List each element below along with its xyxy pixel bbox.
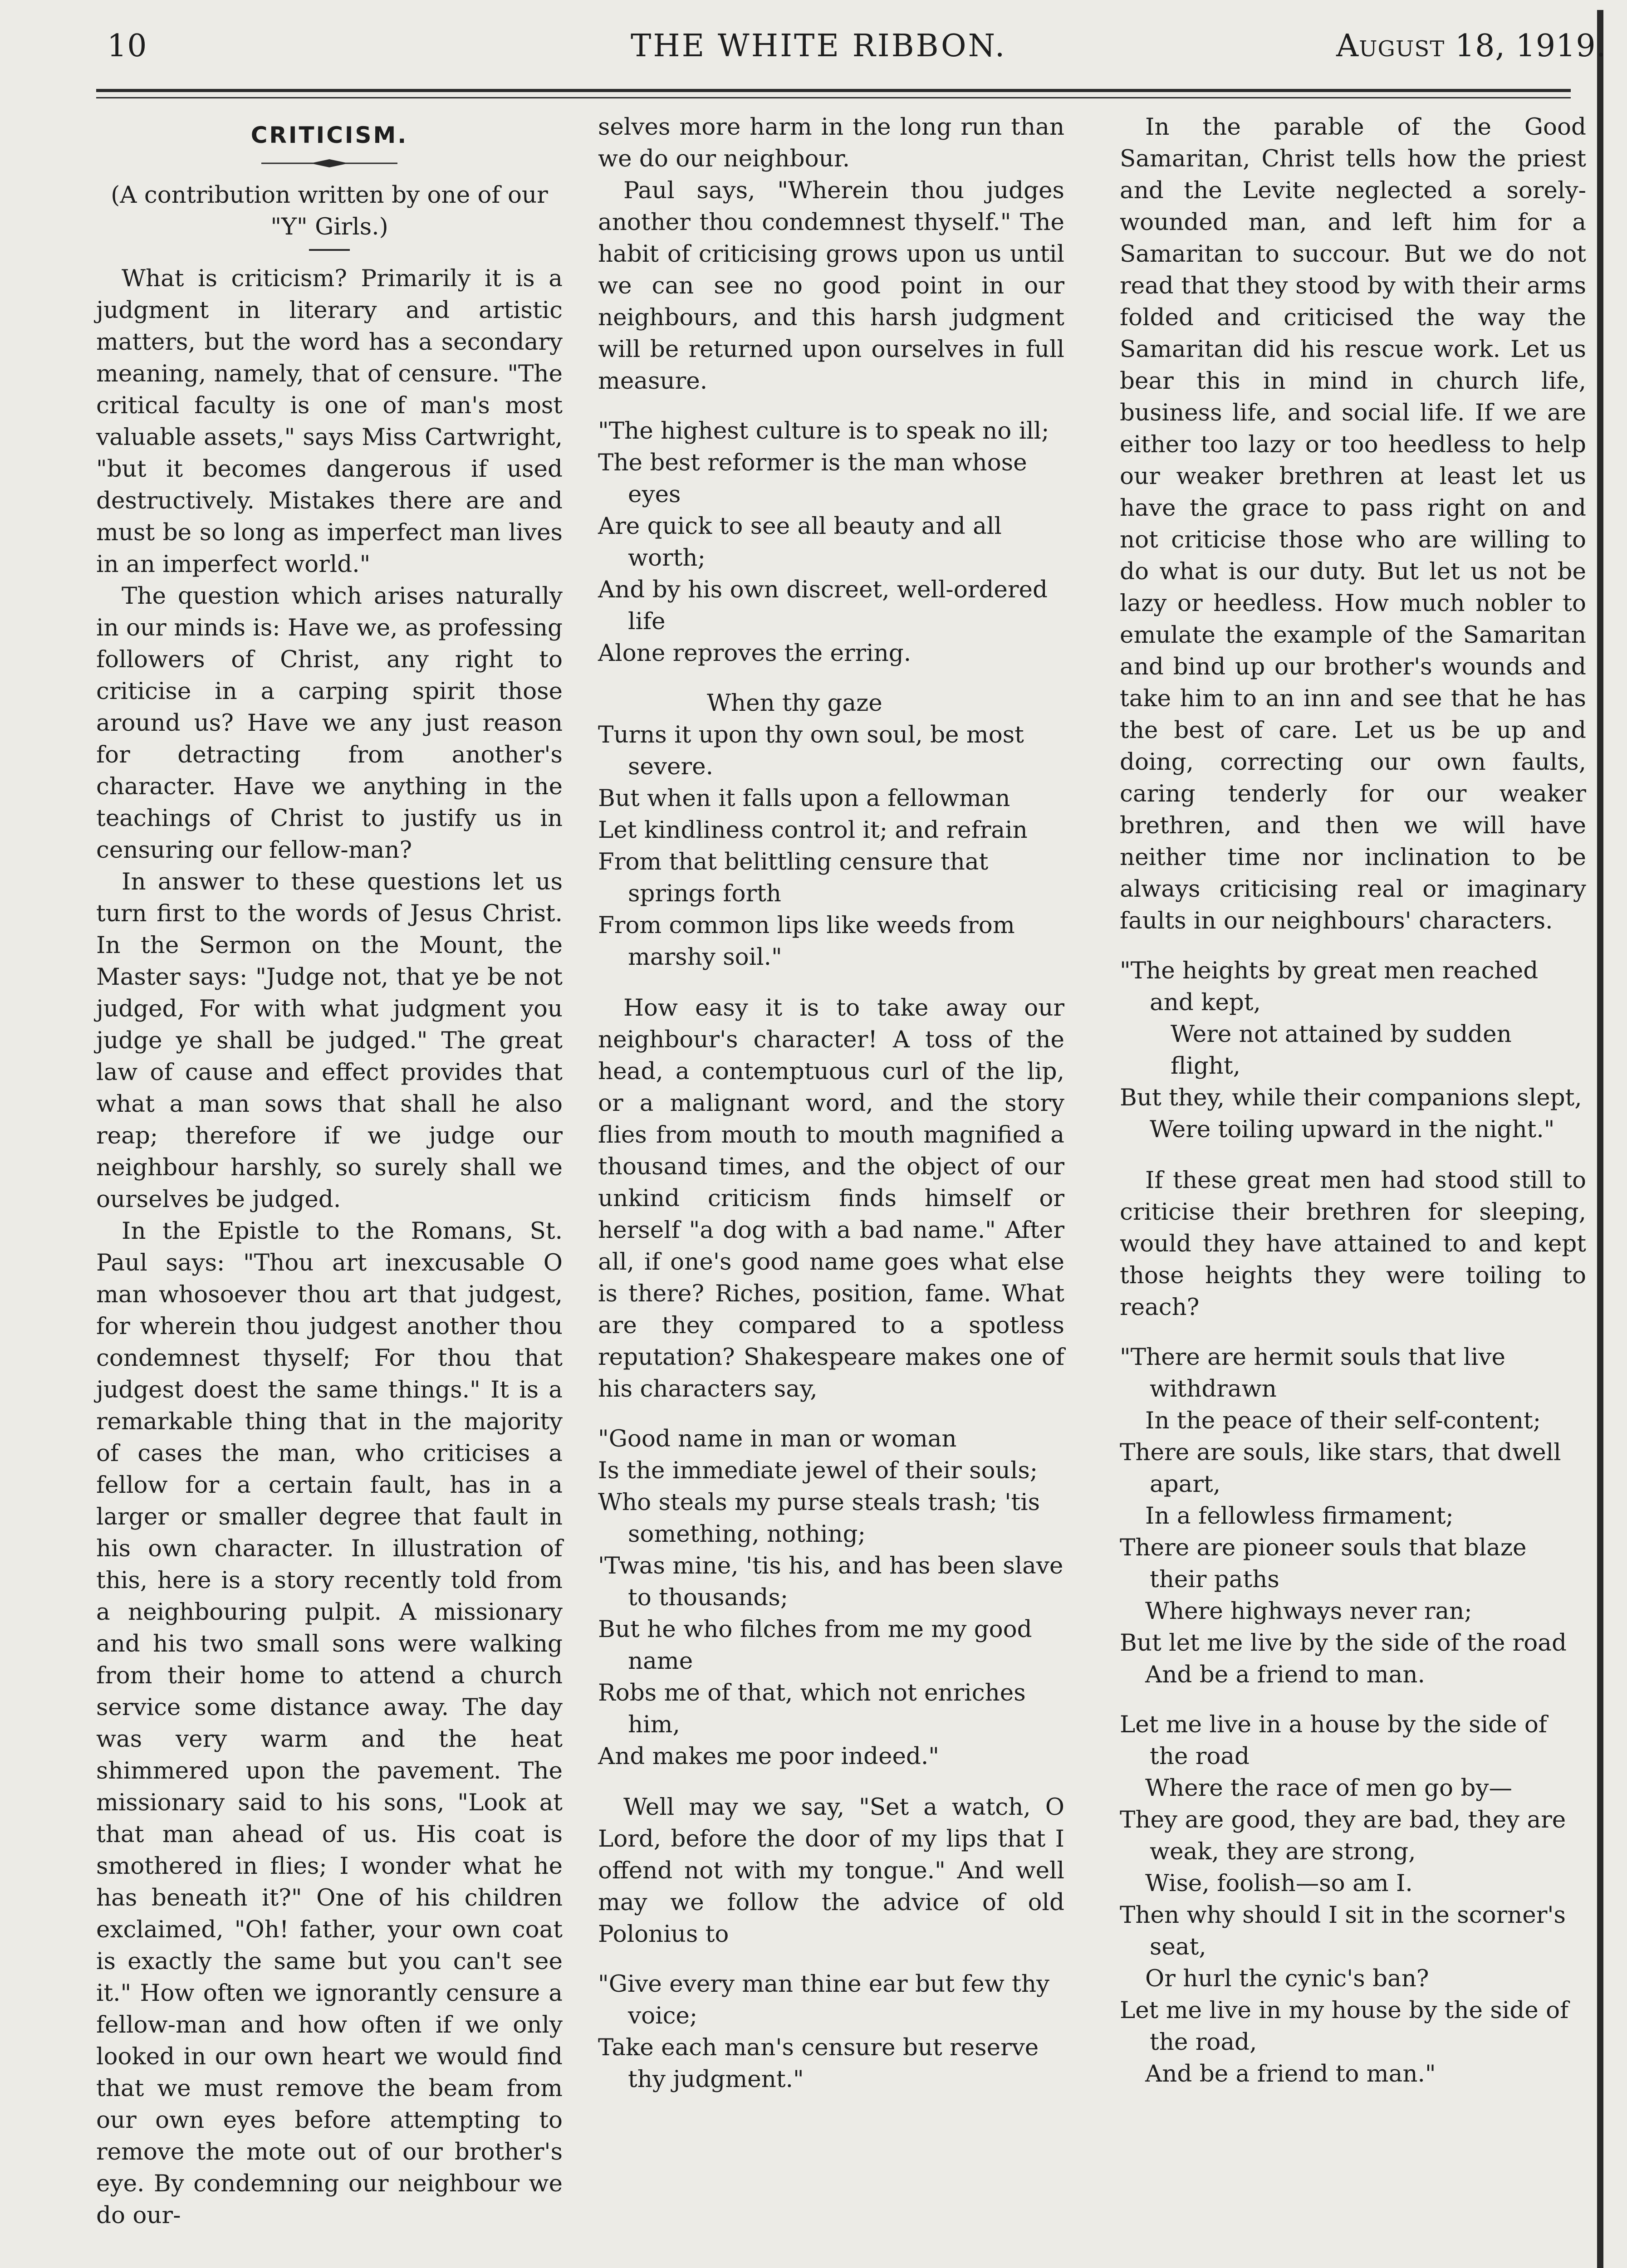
- verse-line: Or hurl the cynic's ban?: [1145, 1965, 1429, 1992]
- paragraph: In answer to these questions let us turn first to the words of Jesus Christ. In the Sermon on the Mount, the Master says: "Judge not, that ye be not judged, For with what judgment you judge ye shall be judged." The great law of cause and effect provides that what a man sows that shall he also reap; therefore if we judge our neighbour harshly, so surely shall we ourselves be judged.: [96, 868, 563, 1213]
- verse-line: But he who filches from me my good name: [598, 1616, 1032, 1675]
- verse-line: In the peace of their self-content;: [1145, 1407, 1541, 1434]
- paragraph: The question which arises naturally in our minds is: Have we, as professing followers of Christ, any right to criticise in a carping spirit those around us? Have we any just reason for detracting from another's character. Have we anything in the teachings of Christ to justify us in censuring our fellow-man?: [96, 582, 563, 864]
- poem-culture: [598, 415, 1064, 669]
- issue-date: August 18, 1919.: [1336, 28, 1607, 64]
- ornament-rule-icon: [261, 157, 397, 169]
- verse-line: And be a friend to man.": [1145, 2060, 1436, 2087]
- verse-line: When thy gaze: [707, 689, 882, 717]
- verse-line: "The highest culture is to speak no ill;: [598, 417, 1049, 445]
- verse-line: Where highways never ran;: [1145, 1598, 1472, 1625]
- paragraph: In the Epistle to the Romans, St. Paul says: "Thou art inexcusable O man whosoever thou art that judgest, for wherein thou judgest another thou condemnest thyself; For thou that judgest doest the same things." It is a remarkable thing that in the majority of cases the man, who criticises a fellow for a certain fault, has in a larger or smaller degree that fault in his own character. In illustration of this, here is a story recently told from a neighbouring pulpit. A missionary and his two small sons were walking from their home to attend a church service some distance away. The day was very warm and the heat shimmered upon the pavement. The missionary said to his sons, "Look at that man ahead of us. His coat is smothered in flies; I wonder what he has beneath it?" One of his children exclaimed, "Oh! father, your own coat is exactly the same but you can't see it." How often we ignorantly censure a fellow-man and how often if we only looked in our own heart we would find that we must remove the beam from our own eyes before attempting to remove the mote out of our brother's eye. By condemning our neighbour we do our-: [96, 1217, 563, 2229]
- column-1: [96, 111, 563, 2231]
- verse-line: But they, while their companions slept,: [1120, 1084, 1582, 1111]
- verse-line: Take each man's censure but reserve thy judgment.": [598, 2034, 1039, 2093]
- verse-line: Wise, foolish—so am I.: [1145, 1870, 1413, 1897]
- verse-line: "Good name in man or woman: [598, 1425, 957, 1452]
- poem-culture-part-2: [598, 687, 1064, 973]
- verse-line: And by his own discreet, well-ordered life: [598, 576, 1048, 635]
- paragraph: Well may we say, "Set a watch, O Lord, before the door of my lips that I offend not with my tongue." And well may we follow the advice of old Polonius to: [598, 1794, 1064, 1948]
- verse-line: Where the race of men go by—: [1145, 1774, 1512, 1802]
- verse-line: There are souls, like stars, that dwell apart,: [1120, 1439, 1561, 1498]
- article-title: CRITICISM.: [250, 122, 408, 148]
- poem-good-name: [598, 1423, 1064, 1772]
- verse-line: In a fellowless firmament;: [1145, 1502, 1454, 1530]
- verse-line: Are quick to see all beauty and all worth;: [598, 513, 1002, 572]
- paragraph: selves more harm in the long run than we do our neighbour.: [598, 113, 1064, 172]
- verse-line: 'Twas mine, 'tis his, and has been slave to thousands;: [598, 1552, 1063, 1611]
- verse-line: Alone reproves the erring.: [598, 640, 912, 667]
- verse-line: And be a friend to man.: [1145, 1661, 1425, 1688]
- byline-rule: [309, 249, 350, 251]
- masthead: THE WHITE RIBBON.: [631, 28, 1007, 64]
- verse-line: The best reformer is the man whose eyes: [598, 449, 1027, 508]
- verse-line: But let me live by the side of the road: [1120, 1629, 1567, 1657]
- verse-line: Then why should I sit in the scorner's seat,: [1120, 1901, 1566, 1960]
- verse-line: Turns it upon thy own soul, be most severe.: [598, 721, 1024, 780]
- article-byline: (A contribution written by one of our "Y" Girls.): [111, 181, 548, 240]
- poem-house-by-road: [1120, 1341, 1586, 1691]
- page-edge-shadow: [1597, 10, 1603, 2268]
- paragraph: How easy it is to take away our neighbour's character! A toss of the head, a contemptuous curl of the lip, or a malignant word, and the story flies from mouth to mouth magnified a thousand times, and the object of our unkind criticism finds himself or herself "a dog with a bad name." After all, if one's good name goes what else is there? Riches, position, fame. What are they compared to a spotless reputation? Shakespeare makes one of his characters say,: [598, 994, 1064, 1403]
- column-3: [1120, 111, 1586, 2090]
- verse-line: But when it falls upon a fellowman: [598, 785, 1010, 812]
- verse-line: Let kindliness control it; and refrain: [598, 816, 1028, 844]
- verse-line: Were not attained by sudden flight,: [1171, 1021, 1512, 1080]
- verse-line: "The heights by great men reached and kept,: [1120, 957, 1539, 1016]
- paragraph: Paul says, "Wherein thou judges another thou condemnest thyself." The habit of criticising grows upon us until we can see no good point in our neighbours, and this harsh judgment will be returned upon ourselves in full measure.: [598, 177, 1064, 395]
- verse-line: Robs me of that, which not enriches him,: [598, 1679, 1026, 1738]
- poem-house-by-road-stanza-2: [1120, 1709, 1586, 2090]
- paragraph: If these great men had stood still to criticise their brethren for sleeping, would they have attained to and kept those heights they were toiling to reach?: [1120, 1167, 1586, 1321]
- verse-line: "Give every man thine ear but few thy voice;: [598, 1970, 1050, 2029]
- header-rule-thick: [96, 89, 1571, 92]
- header-rule-thin: [96, 97, 1571, 98]
- poem-polonius: [598, 1968, 1064, 2095]
- paragraph: What is criticism? Primarily it is a judgment in literary and artistic matters, but the word has a secondary meaning, namely, that of censure. "The critical faculty is one of man's most valuable assets," says Miss Cartwright, "but it becomes dangerous if used destructively. Mistakes there are and must be so long as imperfect man lives in an imperfect world.": [96, 265, 563, 578]
- verse-line: Who steals my purse steals trash; 'tis something, nothing;: [598, 1489, 1040, 1548]
- verse-line: Let me live in my house by the side of the road,: [1120, 1997, 1569, 2056]
- paragraph: In the parable of the Good Samaritan, Christ tells how the priest and the Levite neglected a sorely-wounded man, and left him for a Samaritan to succour. But we do not read that they stood by with their arms folded and criticised the way the Samaritan did his rescue work. Let us bear this in mind in church life, business life, and social life. If we are either too lazy or too heedless to help our weaker brethren at least let us have the grace to pass right on and not criticise those who are willing to do what is our duty. But let us not be lazy or heedless. How much nobler to emulate the example of the Samaritan and bind up our brother's wounds and take him to an inn and see that he has the best of care. Let us be up and doing, correcting our own faults, caring tenderly for our weaker brethren, and then we will have neither time nor inclination to be always criticising real or imaginary faults in our neighbours' characters.: [1120, 113, 1586, 934]
- column-2: [598, 111, 1064, 2095]
- verse-line: From common lips like weeds from marshy soil.": [598, 912, 1015, 971]
- verse-line: Let me live in a house by the side of the road: [1120, 1711, 1547, 1770]
- verse-line: Is the immediate jewel of their souls;: [598, 1457, 1038, 1484]
- verse-line: "There are hermit souls that live withdrawn: [1120, 1344, 1505, 1403]
- verse-line: There are pioneer souls that blaze their paths: [1120, 1534, 1527, 1593]
- page-number: 10: [107, 28, 147, 64]
- verse-line: Were toiling upward in the night.": [1150, 1116, 1555, 1143]
- poem-heights: [1120, 955, 1586, 1145]
- verse-line: And makes me poor indeed.": [598, 1743, 939, 1770]
- verse-line: They are good, they are bad, they are weak, they are strong,: [1120, 1806, 1566, 1865]
- verse-line: From that belittling censure that springs forth: [598, 848, 989, 907]
